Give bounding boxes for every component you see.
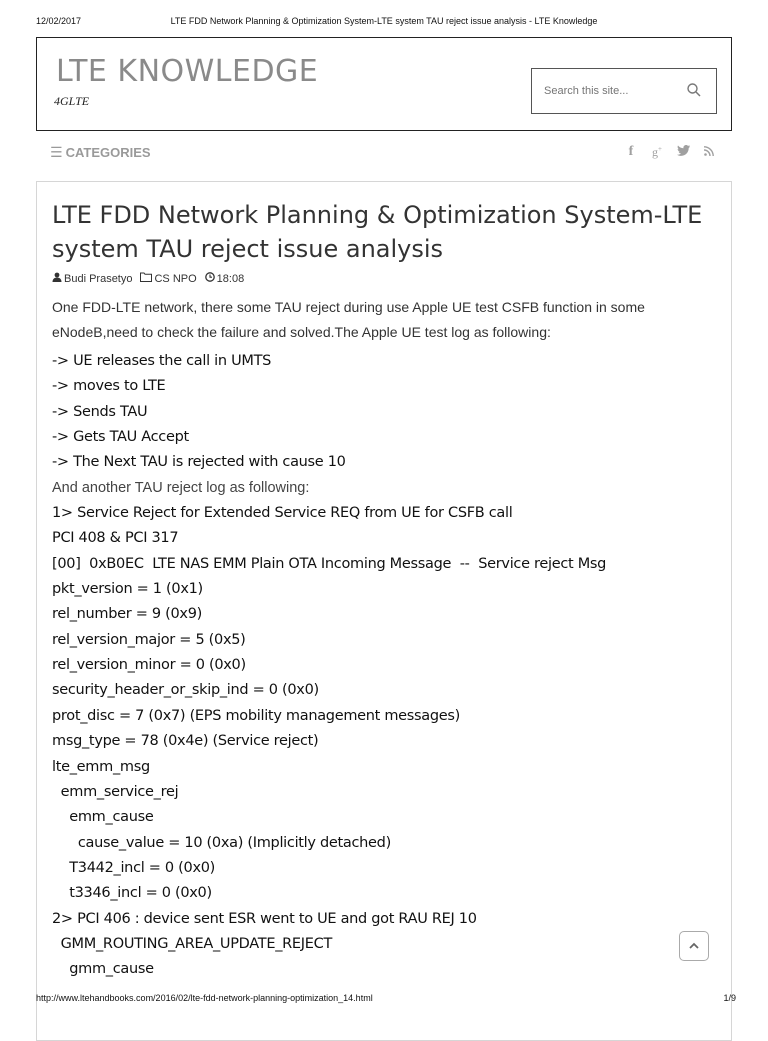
body-line: GMM_ROUTING_AREA_UPDATE_REJECT — [52, 935, 333, 952]
search-box[interactable] — [531, 68, 717, 114]
article-title: LTE FDD Network Planning & Optimization System-LTE system TAU reject issue analysis — [52, 201, 703, 263]
category-name: CS NPO — [154, 272, 197, 285]
body-line: 2> PCI 406 : device sent ESR went to UE and got RAU REJ 10 — [52, 910, 477, 927]
article-body — [52, 349, 712, 983]
site-header — [36, 37, 732, 131]
clock-icon — [205, 272, 215, 285]
categories-menu-button[interactable] — [50, 144, 151, 161]
body-line: -> moves to LTE — [52, 378, 166, 395]
nav-bar — [36, 141, 732, 165]
site-tagline: 4GLTE — [54, 94, 90, 108]
print-url: http://www.ltehandbooks.com/2016/02/lte-fdd-network-planning-optimization_14.html — [36, 993, 373, 1003]
twitter-icon[interactable] — [676, 145, 690, 159]
user-icon — [52, 272, 62, 285]
facebook-icon[interactable]: f — [628, 144, 634, 159]
author-name: Budi Prasetyo — [64, 272, 133, 285]
body-line: gmm_cause — [52, 961, 154, 978]
body-line: lte_emm_msg — [52, 758, 150, 775]
body-line: prot_disc = 7 (0x7) (EPS mobility management messages) — [52, 707, 461, 724]
categories-label: CATEGORIES — [65, 145, 151, 160]
body-line: PCI 408 & PCI 317 — [52, 530, 179, 547]
search-input[interactable] — [544, 82, 674, 100]
rss-icon[interactable] — [702, 145, 716, 159]
article-meta — [52, 272, 244, 285]
body-line: pkt_version = 1 (0x1) — [52, 581, 203, 598]
search-icon[interactable] — [686, 82, 702, 98]
body-line: -> The Next TAU is rejected with cause 10 — [52, 454, 346, 471]
folder-icon — [140, 272, 152, 285]
hamburger-menu-icon: ☰ — [50, 144, 63, 160]
time-meta — [205, 272, 245, 285]
body-line: -> UE releases the call in UMTS — [52, 353, 272, 369]
body-line: -> Sends TAU — [52, 403, 148, 420]
body-line: 1> Service Reject for Extended Service REQ from UE for CSFB call — [52, 505, 513, 522]
site-title[interactable]: LTE KNOWLEDGE — [56, 54, 319, 89]
body-line: And another TAU reject log as following: — [52, 479, 310, 496]
article-intro: One FDD-LTE network, there some TAU reject during use Apple UE test CSFB function in some eNodeB,need to check the failure and solved.The Apple UE test log as following: — [52, 299, 645, 340]
print-doc-title: LTE FDD Network Planning & Optimization System-LTE system TAU reject issue analysis - LTE Knowledge — [170, 16, 598, 26]
author-meta[interactable] — [52, 272, 132, 285]
body-line: -> Gets TAU Accept — [52, 429, 189, 446]
google-plus-icon[interactable]: g+ — [652, 144, 662, 159]
body-line: msg_type = 78 (0x4e) (Service reject) — [52, 733, 319, 750]
category-meta[interactable] — [140, 272, 196, 285]
print-page-number: 1/9 — [723, 993, 736, 1003]
body-line: rel_number = 9 (0x9) — [52, 606, 202, 623]
body-line: T3442_incl = 0 (0x0) — [52, 859, 216, 876]
post-time: 18:08 — [216, 272, 245, 285]
chevron-up-icon — [688, 940, 700, 952]
body-line: [00] 0xB0EC LTE NAS EMM Plain OTA Incoming Message -- Service reject Msg — [52, 555, 607, 572]
body-line: t3346_incl = 0 (0x0) — [52, 885, 212, 902]
article — [36, 181, 732, 1041]
scroll-to-top-button[interactable] — [679, 931, 709, 961]
body-line: emm_cause — [52, 809, 154, 826]
body-line: emm_service_rej — [52, 783, 179, 800]
body-line: security_header_or_skip_ind = 0 (0x0) — [52, 682, 319, 699]
social-links — [624, 144, 716, 160]
body-line: rel_version_major = 5 (0x5) — [52, 631, 246, 648]
body-line: cause_value = 10 (0xa) (Implicitly detached) — [52, 834, 391, 851]
print-date: 12/02/2017 — [36, 16, 82, 26]
body-line: rel_version_minor = 0 (0x0) — [52, 657, 246, 674]
